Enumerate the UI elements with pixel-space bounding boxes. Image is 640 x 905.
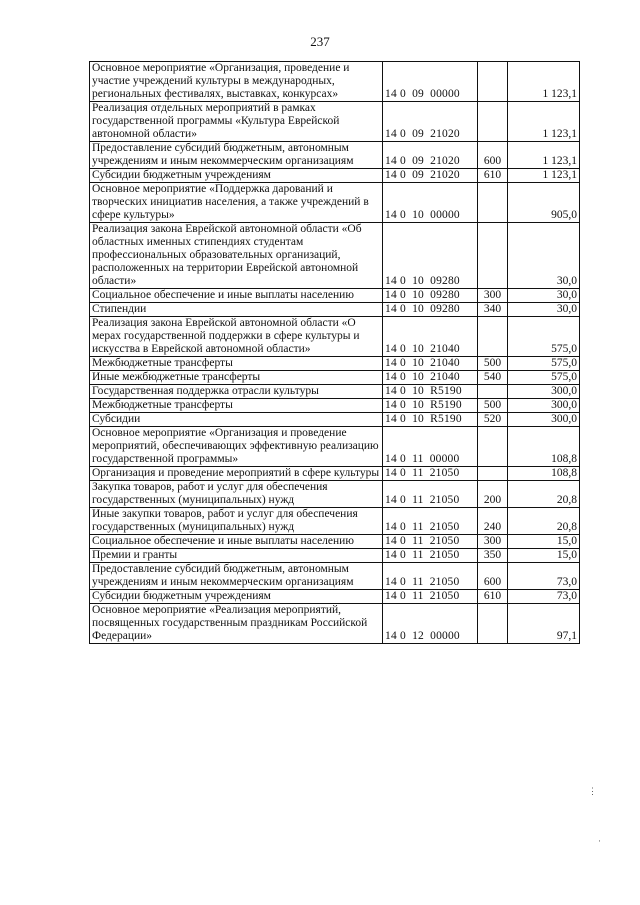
table-row [90, 385, 580, 399]
row-name: Реализация отдельных мероприятий в рамках государственной программы «Культура Еврейской автономной области» [90, 102, 383, 142]
row-amount: 300,0 [508, 413, 580, 427]
row-expense-type [478, 317, 508, 357]
row-amount: 575,0 [508, 371, 580, 385]
table-row [90, 413, 580, 427]
row-code: 14 0 11 21050 [383, 549, 478, 563]
table-row [90, 399, 580, 413]
row-amount: 30,0 [508, 289, 580, 303]
row-code: 14 0 10 00000 [383, 183, 478, 223]
budget-table [89, 61, 580, 644]
page-number: 237 [310, 34, 330, 49]
row-expense-type: 340 [478, 303, 508, 317]
row-expense-type: 600 [478, 563, 508, 590]
table-row [90, 223, 580, 289]
table-row [90, 62, 580, 102]
row-code: 14 0 09 21020 [383, 169, 478, 183]
row-amount: 575,0 [508, 317, 580, 357]
row-expense-type [478, 467, 508, 481]
table-row [90, 102, 580, 142]
table-row [90, 303, 580, 317]
table-row [90, 371, 580, 385]
row-code: 14 0 10 09280 [383, 289, 478, 303]
table-row [90, 427, 580, 467]
row-code: 14 0 10 R5190 [383, 399, 478, 413]
table-row [90, 590, 580, 604]
row-amount: 1 123,1 [508, 142, 580, 169]
row-amount: 73,0 [508, 590, 580, 604]
row-expense-type: 540 [478, 371, 508, 385]
row-name: Премии и гранты [90, 549, 383, 563]
scan-mark: ⋮ [588, 786, 597, 796]
table-row [90, 467, 580, 481]
row-code: 14 0 10 21040 [383, 357, 478, 371]
row-amount: 300,0 [508, 399, 580, 413]
row-expense-type: 500 [478, 399, 508, 413]
scan-mark: · [598, 836, 601, 846]
row-name: Стипендии [90, 303, 383, 317]
row-name: Основное мероприятие «Реализация мероприятий, посвященных государственным праздникам Российской Федерации» [90, 604, 383, 644]
row-name: Государственная поддержка отрасли культуры [90, 385, 383, 399]
row-code: 14 0 12 00000 [383, 604, 478, 644]
table-row [90, 508, 580, 535]
row-expense-type [478, 62, 508, 102]
row-name: Реализация закона Еврейской автономной области «Об областных именных стипендиях студентам профессиональных образовательных организаций, расположенных на территории Еврейской автономной области» [90, 223, 383, 289]
row-expense-type: 520 [478, 413, 508, 427]
row-expense-type: 200 [478, 481, 508, 508]
row-code: 14 0 11 21050 [383, 563, 478, 590]
row-name: Социальное обеспечение и иные выплаты населению [90, 289, 383, 303]
row-code: 14 0 10 21040 [383, 317, 478, 357]
row-amount: 30,0 [508, 303, 580, 317]
row-code: 14 0 09 00000 [383, 62, 478, 102]
row-amount: 108,8 [508, 467, 580, 481]
row-expense-type [478, 183, 508, 223]
row-expense-type: 500 [478, 357, 508, 371]
table-row [90, 357, 580, 371]
row-name: Реализация закона Еврейской автономной области «О мерах государственной поддержки в сфере культуры и искусства в Еврейской автономной области» [90, 317, 383, 357]
row-amount: 15,0 [508, 549, 580, 563]
budget-table-body [90, 62, 580, 644]
row-name: Социальное обеспечение и иные выплаты населению [90, 535, 383, 549]
row-name: Иные закупки товаров, работ и услуг для обеспечения государственных (муниципальных) нужд [90, 508, 383, 535]
table-row [90, 535, 580, 549]
row-code: 14 0 11 21050 [383, 508, 478, 535]
row-amount: 1 123,1 [508, 62, 580, 102]
row-code: 14 0 11 21050 [383, 481, 478, 508]
row-name: Основное мероприятие «Организация, проведение и участие учреждений культуры в международных, региональных фестивалях, выставках, конкурсах» [90, 62, 383, 102]
row-expense-type: 600 [478, 142, 508, 169]
row-code: 14 0 11 21050 [383, 590, 478, 604]
row-expense-type [478, 427, 508, 467]
row-code: 14 0 10 21040 [383, 371, 478, 385]
row-expense-type: 350 [478, 549, 508, 563]
row-amount: 20,8 [508, 481, 580, 508]
row-name: Закупка товаров, работ и услуг для обеспечения государственных (муниципальных) нужд [90, 481, 383, 508]
table-row [90, 549, 580, 563]
row-expense-type [478, 223, 508, 289]
row-name: Основное мероприятие «Организация и проведение мероприятий, обеспечивающих эффективную реализацию государственной программы» [90, 427, 383, 467]
row-code: 14 0 10 09280 [383, 303, 478, 317]
table-row [90, 142, 580, 169]
row-expense-type: 300 [478, 289, 508, 303]
table-row [90, 183, 580, 223]
row-amount: 575,0 [508, 357, 580, 371]
row-amount: 30,0 [508, 223, 580, 289]
row-code: 14 0 10 09280 [383, 223, 478, 289]
row-name: Предоставление субсидий бюджетным, автономным учреждениям и иным некоммерческим организациям [90, 142, 383, 169]
row-code: 14 0 10 R5190 [383, 413, 478, 427]
row-code: 14 0 11 21050 [383, 535, 478, 549]
row-name: Межбюджетные трансферты [90, 399, 383, 413]
row-expense-type: 240 [478, 508, 508, 535]
table-row [90, 289, 580, 303]
row-expense-type [478, 604, 508, 644]
row-code: 14 0 10 R5190 [383, 385, 478, 399]
table-row [90, 563, 580, 590]
row-expense-type: 610 [478, 590, 508, 604]
row-name: Организация и проведение мероприятий в сфере культуры [90, 467, 383, 481]
row-code: 14 0 09 21020 [383, 142, 478, 169]
row-name: Предоставление субсидий бюджетным, автономным учреждениям и иным некоммерческим организациям [90, 563, 383, 590]
table-row [90, 481, 580, 508]
row-amount: 97,1 [508, 604, 580, 644]
table-row [90, 317, 580, 357]
row-code: 14 0 11 00000 [383, 427, 478, 467]
row-amount: 73,0 [508, 563, 580, 590]
row-amount: 108,8 [508, 427, 580, 467]
table-row [90, 169, 580, 183]
row-amount: 20,8 [508, 508, 580, 535]
row-amount: 1 123,1 [508, 169, 580, 183]
row-expense-type: 300 [478, 535, 508, 549]
row-code: 14 0 09 21020 [383, 102, 478, 142]
row-name: Субсидии бюджетным учреждениям [90, 590, 383, 604]
row-expense-type [478, 102, 508, 142]
row-amount: 905,0 [508, 183, 580, 223]
row-name: Межбюджетные трансферты [90, 357, 383, 371]
row-name: Основное мероприятие «Поддержка дарований и творческих инициатив населения, а также учреждений в сфере культуры» [90, 183, 383, 223]
row-amount: 300,0 [508, 385, 580, 399]
row-amount: 1 123,1 [508, 102, 580, 142]
table-row [90, 604, 580, 644]
row-name: Субсидии [90, 413, 383, 427]
row-expense-type: 610 [478, 169, 508, 183]
row-name: Субсидии бюджетным учреждениям [90, 169, 383, 183]
row-amount: 15,0 [508, 535, 580, 549]
row-expense-type [478, 385, 508, 399]
row-code: 14 0 11 21050 [383, 467, 478, 481]
row-name: Иные межбюджетные трансферты [90, 371, 383, 385]
